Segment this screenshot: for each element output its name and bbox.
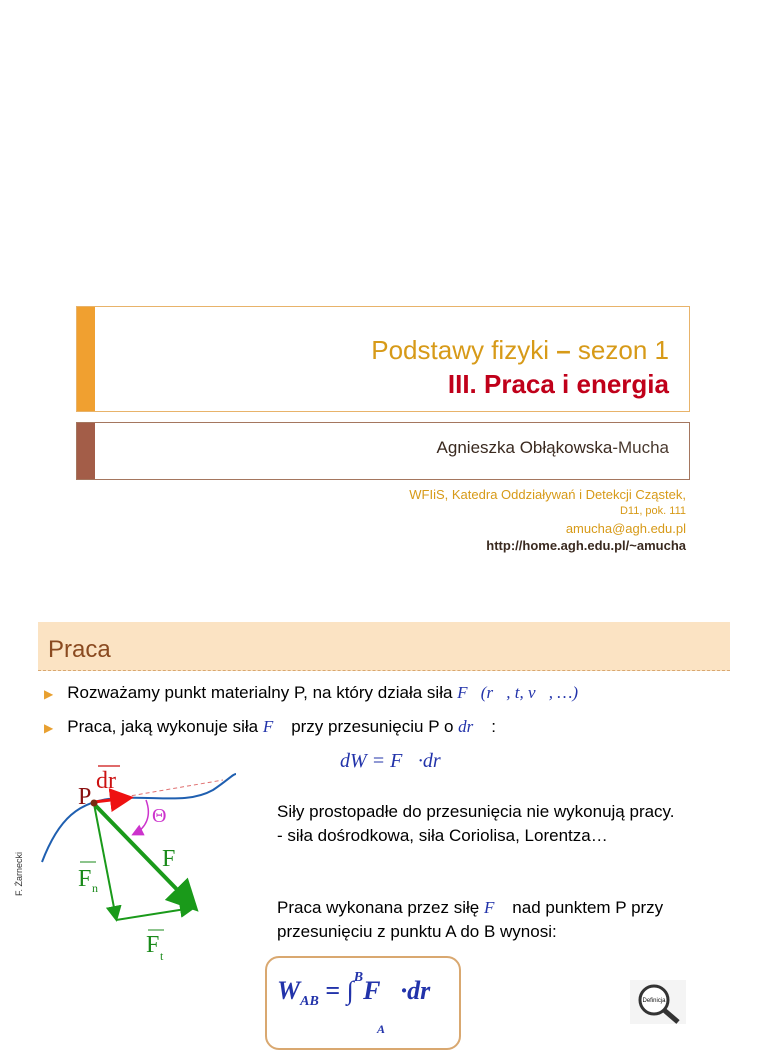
bullet-text: Rozważamy punkt materialny P, na który działa siła	[67, 683, 453, 702]
integral-sign: = ∫	[318, 976, 354, 1005]
label-fn: F	[78, 866, 92, 892]
bullet-text: Praca, jaką wykonuje siła	[67, 717, 259, 736]
work-integral-box	[265, 956, 461, 1050]
work-integral-formula	[277, 970, 451, 1036]
force-expression: F⃗(r⃗, t, v⃗, …)	[457, 683, 579, 702]
affiliation-line: WFIiS, Katedra Oddziaływań i Detekcji Cząstek,	[409, 487, 686, 502]
dr-arrow	[94, 798, 128, 802]
author-watermark: F. Żarnecki	[14, 851, 24, 896]
section-title: Praca	[48, 636, 111, 663]
point-p-dot	[91, 800, 98, 807]
integral-lower-limit: A	[377, 1022, 386, 1036]
integral-upper-limit: B	[353, 970, 364, 986]
label-ft: F	[146, 932, 160, 958]
definicja-label: Definicja	[642, 998, 666, 1004]
force-symbol: F⃗	[262, 717, 287, 736]
integral-w: W	[277, 976, 301, 1005]
title-accent-bar	[77, 307, 95, 411]
perpendicular-forces-text	[277, 800, 717, 848]
affiliation-block	[409, 486, 686, 554]
force-diagram	[28, 760, 248, 970]
integral-subscript: AB	[300, 994, 319, 1010]
label-p: P	[78, 784, 92, 810]
section-header	[38, 622, 730, 671]
email-link[interactable]: amucha@agh.edu.pl	[565, 521, 686, 536]
author-name	[437, 438, 669, 458]
bullet-colon: :	[491, 717, 496, 736]
bullet-text: przy przesunięciu P o	[291, 717, 454, 736]
title-box	[76, 306, 690, 412]
author-accent-bar	[77, 423, 95, 479]
presentation-title	[371, 335, 669, 366]
affiliation-room: D11, pok. 111	[619, 505, 686, 517]
text-fragment: nad punktem P przy przesunięciu z punktu A do B wynosi:	[277, 898, 664, 941]
force-f-arrow	[94, 804, 193, 906]
tangent-line	[118, 780, 223, 798]
title-dash: –	[556, 335, 571, 365]
author-box	[76, 422, 690, 480]
force-ft-arrow	[116, 908, 192, 920]
text-fragment: Praca wykonana przez siłę	[277, 898, 480, 917]
author-second: -Mucha	[612, 438, 669, 457]
homepage-link[interactable]: http://home.agh.edu.pl/~amucha	[486, 538, 686, 553]
label-f: F	[162, 846, 176, 872]
presentation-subtitle: III. Praca i energia	[447, 369, 669, 399]
text-line: Siły prostopadłe do przesunięcia nie wykonują pracy.	[277, 802, 675, 821]
theta-arc	[134, 800, 148, 834]
bullet-triangle-icon: ▶	[44, 721, 54, 735]
displacement-symbol: dr⃗	[458, 717, 487, 736]
work-differential-formula: dW = F⃗·dr⃗	[340, 750, 457, 772]
integral-body: F⃗·dr⃗	[363, 976, 451, 1005]
bullet-item-2	[44, 717, 496, 737]
text-line: - siła dośrodkowa, siła Coriolisa, Lorentza…	[277, 826, 608, 845]
bullet-triangle-icon: ▶	[44, 687, 54, 701]
definition-magnifier-icon[interactable]	[630, 980, 686, 1024]
label-theta: Θ	[152, 805, 167, 827]
title-main: Podstawy fizyki	[371, 335, 549, 365]
label-dr: dr	[96, 768, 116, 794]
label-fn-sub: n	[92, 881, 98, 895]
title-season: sezon 1	[577, 335, 669, 365]
force-symbol: F⃗	[483, 898, 508, 917]
bullet-item-1	[44, 683, 578, 703]
author-first: Agnieszka Obłąkowska	[436, 438, 613, 457]
work-definition-text	[277, 896, 727, 944]
label-ft-sub: t	[160, 949, 164, 963]
